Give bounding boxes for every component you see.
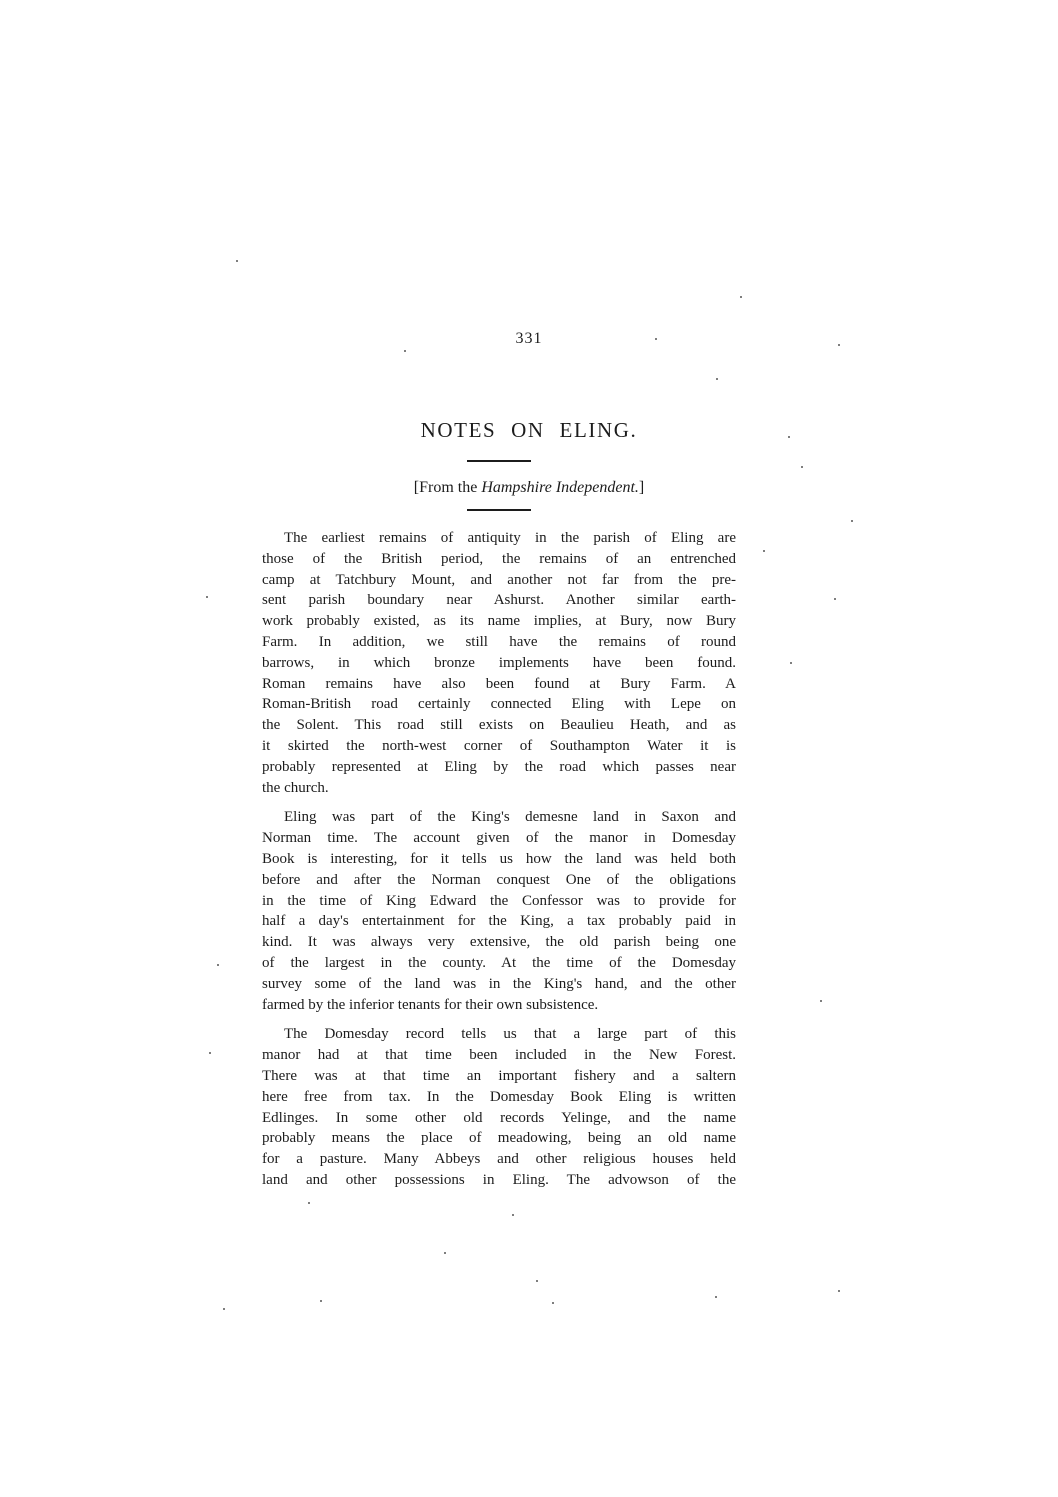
- scan-speck: [320, 1300, 322, 1302]
- scan-speck: [655, 338, 657, 340]
- scan-speck: [740, 296, 742, 298]
- text-line: before and after the Norman conquest One of the obligations: [262, 871, 736, 888]
- text-line: survey some of the land was in the King's hand, and the other: [262, 975, 736, 992]
- text-line: camp at Tatchbury Mount, and another not far from the pre-: [262, 571, 736, 588]
- scan-speck: [236, 260, 238, 262]
- source-publication: Hampshire Independent.: [481, 479, 639, 496]
- scan-speck: [444, 1252, 446, 1254]
- body-paragraph: [262, 1024, 736, 1190]
- text-line: probably means the place of meadowing, being an old name: [262, 1130, 736, 1147]
- text-line: those of the British period, the remains of an entrenched: [262, 550, 736, 567]
- source-prefix: [From the: [413, 479, 478, 496]
- scan-speck: [512, 1214, 514, 1216]
- text-line: manor had at that time been included in the New Forest.: [262, 1047, 736, 1064]
- text-line: the Solent. This road still exists on Beaulieu Heath, and as: [262, 717, 736, 734]
- scan-speck: [838, 344, 840, 346]
- article-title: NOTES ON ELING.: [420, 418, 638, 442]
- body-paragraph: [262, 807, 736, 1015]
- scan-speck: [217, 964, 219, 966]
- text-line: Roman remains have also been found at Bury Farm. A: [262, 675, 736, 692]
- scan-speck: [851, 520, 853, 522]
- text-line: half a day's entertainment for the King, a tax probably paid in: [262, 913, 736, 930]
- text-line: Roman-British road certainly connected Eling with Lepe on: [262, 696, 736, 713]
- text-line: it skirted the north-west corner of Southampton Water it is: [262, 737, 736, 754]
- scan-speck: [716, 378, 718, 380]
- scan-speck: [838, 1290, 840, 1292]
- text-line: kind. It was always very extensive, the old parish being one: [262, 934, 736, 951]
- text-line: There was at that time an important fishery and a saltern: [262, 1067, 736, 1084]
- text-line: here free from tax. In the Domesday Book Eling is written: [262, 1088, 736, 1105]
- text-line: Farm. In addition, we still have the remains of round: [262, 633, 736, 650]
- scan-speck: [536, 1280, 538, 1282]
- scan-speck: [834, 598, 836, 600]
- scan-speck: [206, 596, 208, 598]
- text-line: The Domesday record tells us that a large part of this: [284, 1026, 736, 1043]
- text-line: for a pasture. Many Abbeys and other religious houses held: [262, 1151, 736, 1168]
- scan-speck: [763, 550, 765, 552]
- scan-speck: [552, 1302, 554, 1304]
- page-number: 331: [515, 330, 543, 347]
- text-line: land and other possessions in Eling. The advowson of the: [262, 1171, 736, 1188]
- article-body: [262, 528, 736, 1200]
- source-attribution: [0, 479, 1058, 497]
- text-line: in the time of King Edward the Confessor was to provide for: [262, 892, 736, 909]
- text-line: Norman time. The account given of the manor in Domesday: [262, 830, 736, 847]
- scan-speck: [820, 1000, 822, 1002]
- text-line: Eling was part of the King's demesne land in Saxon and: [284, 809, 736, 826]
- text-line: farmed by the inferior tenants for their own subsistence.: [262, 996, 599, 1013]
- scan-speck: [308, 1202, 310, 1204]
- text-line: work probably existed, as its name implies, at Bury, now Bury: [262, 613, 736, 630]
- text-line: sent parish boundary near Ashurst. Another similar earth-: [262, 592, 736, 609]
- source-suffix: ]: [638, 479, 645, 496]
- scan-speck: [790, 662, 792, 664]
- scan-speck: [801, 466, 803, 468]
- text-line: of the largest in the county. At the time of the Domesday: [262, 954, 736, 971]
- text-line: Book is interesting, for it tells us how the land was held both: [262, 850, 736, 867]
- text-line: Edlinges. In some other old records Yelinge, and the name: [262, 1109, 736, 1126]
- text-line: the church.: [262, 779, 329, 796]
- text-line: probably represented at Eling by the road which passes near: [262, 758, 736, 775]
- text-line: barrows, in which bronze implements have been found.: [262, 654, 736, 671]
- scan-speck: [404, 350, 406, 352]
- scan-speck: [788, 436, 790, 438]
- body-paragraph: [262, 528, 736, 798]
- source-rule: [467, 509, 531, 511]
- scan-speck: [715, 1296, 717, 1298]
- title-rule: [467, 460, 531, 462]
- text-line: The earliest remains of antiquity in the parish of Eling are: [284, 530, 736, 546]
- scan-speck: [223, 1308, 225, 1310]
- scan-speck: [209, 1052, 211, 1054]
